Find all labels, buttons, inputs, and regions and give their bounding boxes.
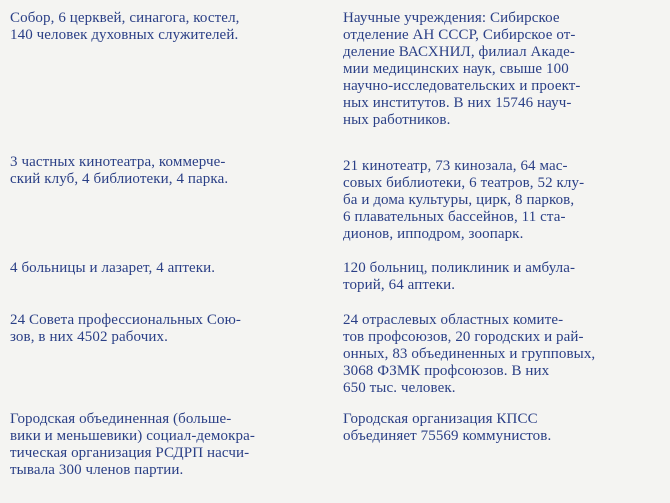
before-culture-text: 3 частных кинотеатра, коммерче- ский клуб, 4 библиотеки, 4 парка. <box>10 154 229 187</box>
before-unions-text: 24 Совета профессиональных Сою- зов, в них 4502 рабочих. <box>10 312 241 345</box>
after-culture-text: 21 кинотеатр, 73 кинозала, 64 мас- совых библиотеки, 6 театров, 52 клу- ба и дома культуры, цирк, 8 парков, 6 плавательных бассейнов, 11 ста- дионов, ипподром, зоопарк. <box>343 158 585 242</box>
before-party-text: Городская объединенная (больше- вики и меньшевики) социал-демокра- тическая организация РСДРП насчи- тывала 300 членов партии. <box>10 411 255 478</box>
after-party-text: Городская организация КПСС объединяет 75569 коммунистов. <box>343 411 552 444</box>
after-unions-text: 24 отраслевых областных комите- тов профсоюзов, 20 городских и рай- онных, 83 объединенных и групповых, 3068 ФЗМК профсоюзов. В них 650 тыс. человек. <box>343 312 596 396</box>
before-health-text: 4 больницы и лазарет, 4 аптеки. <box>10 260 216 276</box>
after-science-text: Научные учреждения: Сибирское отделение АН СССР, Сибирское от- деление ВАСХНИЛ, филиал Акаде- мии медицинских наук, свыше 100 научно-исследовательских и проект- ных институтов. В них 15746 науч- ных работников. <box>343 10 581 128</box>
before-religion-text: Собор, 6 церквей, синагога, костел, 140 человек духовных служителей. <box>10 10 240 43</box>
after-health-text: 120 больниц, поликлиник и амбула- торий, 64 аптеки. <box>343 260 576 293</box>
